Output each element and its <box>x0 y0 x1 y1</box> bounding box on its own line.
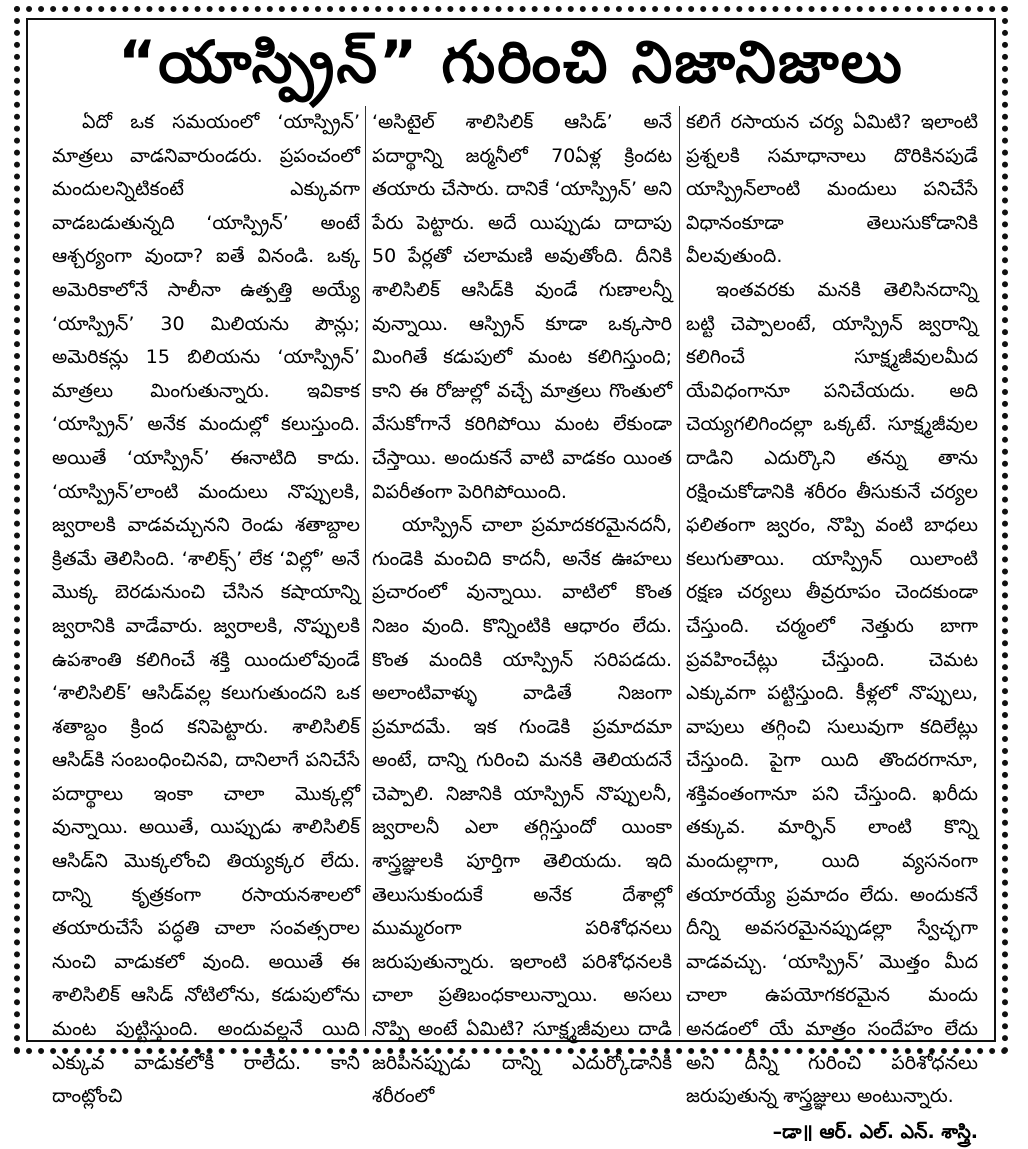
paragraph: ఏదో ఒక సమయంలో ‘యాస్ప్రిన్’ మాత్రలు వాడనివారుండరు. ప్రపంచంలో మందులన్నిటికంటే ఎక్కువగా వాడబడుతున్నది ‘యాస్ప్రిన్’ అంటే ఆశ్చర్యంగా వుందా? ఐతే వినండి. ఒక్క అమెరికాలోనే సాలీనా ఉత్పత్తి అయ్యే ‘యాస్ప్రిన్’ 30 మిలియను పౌన్లు; అమెరికన్లు 15 బిలియను ‘యాస్ప్రిన్’ మాత్రలు మింగుతున్నారు. ఇవికాక ‘యాస్ప్రిన్’ అనేక మందుల్లో కలుస్తుంది. అయితే ‘యాస్ప్రిన్’ ఈనాటిది కాదు. ‘యాస్ప్రిన్’లాంటి మందులు నొప్పులకి, జ్వరాలకి వాడవచ్చునని రెండు శతాబ్దాల క్రితమే తెలిసింది. ‘శాలిక్స్’ లేక ‘విల్లో’ అనే మొక్క బెరడునుంచి చేసిన కషాయాన్ని జ్వరానికి వాడేవారు. జ్వరాలకి, నొప్పులకి ఉపశాంతి కలిగించే శక్తి యిందులోవుండే ‘శాలిసిలిక్’ ఆసిడ్‌వల్ల కలుగుతుందని ఒక శతాబ్దం క్రింద కనిపెట్టారు. శాలిసిలిక్ ఆసిడ్‌కి సంబంధించినవి, దానిలాగే పనిచేసే పదార్థాలు ఇంకా చాలా మొక్కల్లో వున్నాయి. అయితే, యిప్పుడు శాలిసిలిక్ ఆసిడ్‌ని మొక్కలోంచి తియ్యక్కర లేదు. దాన్ని కృత్రకంగా రసాయనశాలలో తయారుచేసే పద్ధతి చాలా సంవత్సరాల నుంచి వాడుకలో వుంది. అయితే ఈ శాలిసిలిక్ ఆసిడ్ నోటిలోను, కడుపులోను మంట పుట్టిస్తుంది. అందువల్లనే యిది ఎక్కువ వాడుకలోకి రాలేదు. కాని దాంట్లోంచి <box>52 111 360 1108</box>
paragraph: ‘అసిటైల్ శాలిసిలిక్ ఆసిడ్’ అనే పదార్థాన్ని జర్మనీలో 70ఏళ్ల క్రిందట తయారు చేసారు. దానికే ‘యాస్ప్రిన్’ అని పేరు పెట్టారు. అదే యిప్పుడు దాదాపు 50 పేర్లతో చలామణి అవుతోంది. దీనికి శాలిసిలిక్ ఆసిడ్‌కి వుండే గుణాలన్నీ వున్నాయి. ఆస్ప్రిన్ కూడా ఒక్కసారి మింగితే కడుపులో మంట కలిగిస్తుంది; కాని ఈ రోజుల్లో వచ్చే మాత్రలు గొంతులో వేసుకోగానే కరిగిపోయి మంట లేకుండా చేస్తాయి. అందుకనే వాటి వాడకం యింత విపరీతంగా పెరిగిపోయింది. <box>372 111 672 503</box>
author-byline: –డా॥ ఆర్. ఎల్. ఎన్. శాస్త్రి. <box>772 1120 978 1143</box>
article-column-2 <box>372 106 672 1108</box>
paragraph: ఇంతవరకు మనకి తెలిసినదాన్ని బట్టి చెప్పాలంటే, యాస్ప్రిన్ జ్వరాన్ని కలిగించే సూక్ష్మజీవులమీద యేవిధంగానూ పనిచేయదు. అది చెయ్యగలిగిందల్లా ఒక్కటే. సూక్ష్మజీవుల దాడిని ఎదుర్కొని తన్ను తాను రక్షించుకోడానికి శరీరం తీసుకునే చర్యల ఫలితంగా జ్వరం, నొప్పి వంటి బాధలు కలుగుతాయి. యాస్ప్రిన్ యిలాంటి రక్షణ చర్యలు తీవ్రరూపం చెందకుండా చేస్తుంది. చర్మంలో నెత్తురు బాగా ప్రవహించేట్లు చేస్తుంది. చెమట ఎక్కువగా పట్టిస్తుంది. కీళ్లలో నొప్పులు, వాపులు తగ్గించి సులువుగా కదిలేట్లు చేస్తుంది. పైగా యిది తొందరగానూ, శక్తివంతంగానూ పని చేస్తుంది. ఖరీదు తక్కువ. మార్ఫిన్ లాంటి కొన్ని మందుల్లాగా, యిది వ్యసనంగా తయారయ్యే ప్రమాదం లేదు. అందుకనే దీన్ని అవసరమైనప్పుడల్లా స్వేచ్ఛగా వాడవచ్చు. ‘యాస్ప్రిన్’ మొత్తం మీద చాలా ఉపయోగకరమైన మందు అనడంలో యే మాత్రం సందేహం లేదు అని దీన్ని గురించి పరిశోధనలు జరుపుతున్న శాస్త్రజ్ఞులు అంటున్నారు. <box>686 278 978 1108</box>
article-title: “యాస్ప్రిన్” గురించి నిజానిజాలు <box>118 28 904 96</box>
paragraph: యాస్ప్రిన్ చాలా ప్రమాదకరమైనదనీ, గుండెకి మంచిది కాదనీ, అనేక ఊహలు ప్రచారంలో వున్నాయి. వాటిలో కొంత నిజం వుంది. కొన్నింటికి ఆధారం లేదు. కొంత మందికి యాస్ప్రిన్ సరిపడదు. అలాంటివాళ్ళు వాడితే నిజంగా ప్రమాదమే. ఇక గుండెకి ప్రమాదమా అంటే, దాన్ని గురించి మనకి తెలియదనే చెప్పాలి. నిజానికి యాస్ప్రిన్ నొప్పులనీ, జ్వరాలనీ ఎలా తగ్గిస్తుందో యింకా శాస్త్రజ్ఞులకి పూర్తిగా తెలియదు. ఇది తెలుసుకుందుకే అనేక దేశాల్లో ముమ్మరంగా పరిశోధనలు జరుపుతున్నారు. ఇలాంటి పరిశోధనలకి చాలా ప్రతిబంధకాలున్నాయి. అసలు నొప్పి అంటే ఏమిటి? సూక్ష్మజీవులు దాడి జరిపినప్పుడు దాన్ని ఎదుర్కోడానికి శరీరంలో <box>372 514 672 1108</box>
article-column-3 <box>686 106 978 1143</box>
column-divider <box>365 106 366 1036</box>
paragraph: కలిగే రసాయన చర్య ఏమిటి? ఇలాంటి ప్రశ్నలకి సమాధానాలు దొరికినపుడే యాస్ప్రిన్‌లాంటి మందులు పనిచేసే విధానంకూడా తెలుసుకోడానికి వీలవుతుంది. <box>686 111 978 268</box>
article-column-1 <box>52 106 360 1108</box>
column-divider <box>679 106 680 1036</box>
